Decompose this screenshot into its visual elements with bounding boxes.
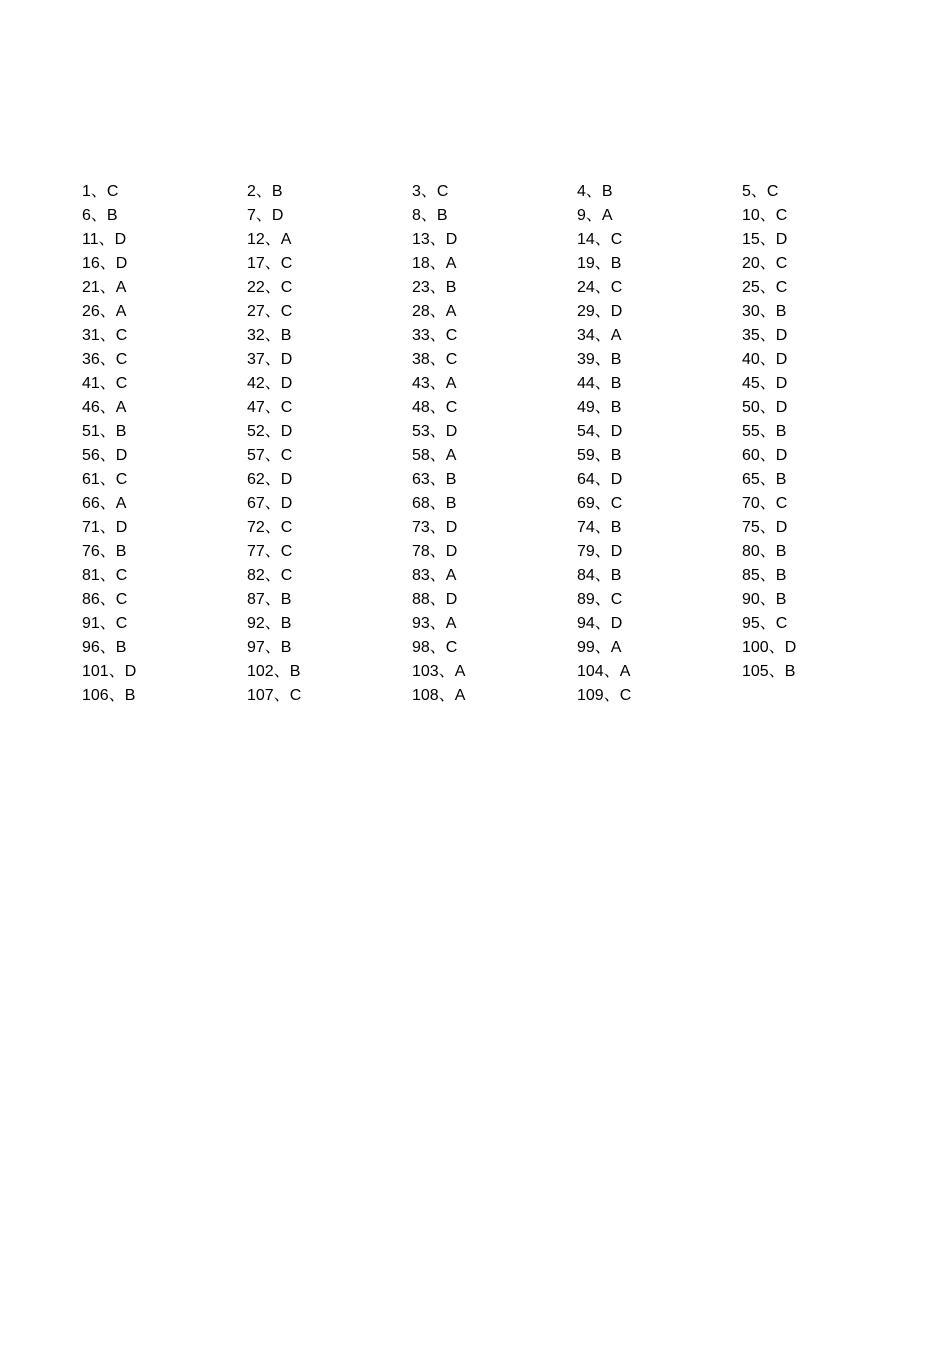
answer-item: 96、B (82, 639, 127, 656)
answer-item: 68、B (412, 495, 457, 512)
answer-item: 9、A (577, 207, 613, 224)
answer-item: 14、C (577, 231, 623, 248)
answer-item: 91、C (82, 615, 128, 632)
answer-item: 76、B (82, 543, 127, 560)
answer-item: 103、A (412, 663, 466, 680)
answer-item: 30、B (742, 303, 787, 320)
answer-item: 88、D (412, 591, 458, 608)
answer-item: 28、A (412, 303, 457, 320)
answer-item: 7、D (247, 207, 284, 224)
answer-item: 46、A (82, 399, 127, 416)
answer-item: 15、D (742, 231, 788, 248)
answer-item: 10、C (742, 207, 788, 224)
answer-item: 50、D (742, 399, 788, 416)
answer-item: 55、B (742, 423, 787, 440)
answer-item: 3、C (412, 183, 449, 200)
answer-item: 12、A (247, 231, 292, 248)
answer-item: 69、C (577, 495, 623, 512)
answer-item: 5、C (742, 183, 779, 200)
answer-item: 85、B (742, 567, 787, 584)
answer-item: 48、C (412, 399, 458, 416)
answer-item: 44、B (577, 375, 622, 392)
answer-item: 6、B (82, 207, 118, 224)
answer-item: 95、C (742, 615, 788, 632)
answer-item: 102、B (247, 663, 301, 680)
answer-item: 72、C (247, 519, 293, 536)
answer-item: 108、A (412, 687, 466, 704)
answer-item: 26、A (82, 303, 127, 320)
answer-item: 87、B (247, 591, 292, 608)
answer-item: 73、D (412, 519, 458, 536)
answer-item: 77、C (247, 543, 293, 560)
answer-item: 22、C (247, 279, 293, 296)
answer-item: 43、A (412, 375, 457, 392)
answer-item: 75、D (742, 519, 788, 536)
answer-item: 34、A (577, 327, 622, 344)
answer-item: 39、B (577, 351, 622, 368)
answer-item: 29、D (577, 303, 623, 320)
answer-item: 56、D (82, 447, 128, 464)
answer-item: 104、A (577, 663, 631, 680)
answer-item: 93、A (412, 615, 457, 632)
answer-item: 47、C (247, 399, 293, 416)
answer-item: 79、D (577, 543, 623, 560)
answer-item: 84、B (577, 567, 622, 584)
answer-item: 17、C (247, 255, 293, 272)
answer-item: 59、B (577, 447, 622, 464)
answer-item: 99、A (577, 639, 622, 656)
answer-item: 40、D (742, 351, 788, 368)
answer-item: 61、C (82, 471, 128, 488)
answer-item: 24、C (577, 279, 623, 296)
answer-item: 107、C (247, 687, 302, 704)
answer-item: 4、B (577, 183, 613, 200)
answer-item: 82、C (247, 567, 293, 584)
answer-item: 41、C (82, 375, 128, 392)
answer-item: 81、C (82, 567, 128, 584)
answer-item: 57、C (247, 447, 293, 464)
answer-item: 42、D (247, 375, 293, 392)
answer-item: 80、B (742, 543, 787, 560)
answer-item: 18、A (412, 255, 457, 272)
answer-item: 54、D (577, 423, 623, 440)
answer-item: 98、C (412, 639, 458, 656)
answer-item: 74、B (577, 519, 622, 536)
answer-item: 52、D (247, 423, 293, 440)
answer-item: 31、C (82, 327, 128, 344)
answer-item: 67、D (247, 495, 293, 512)
answer-item: 13、D (412, 231, 458, 248)
answer-item: 32、B (247, 327, 292, 344)
answer-item: 86、C (82, 591, 128, 608)
answer-item: 27、C (247, 303, 293, 320)
answer-item: 65、B (742, 471, 787, 488)
answer-item: 64、D (577, 471, 623, 488)
answer-key-grid (82, 180, 907, 708)
answer-item: 19、B (577, 255, 622, 272)
answer-item: 109、C (577, 687, 632, 704)
answer-item: 97、B (247, 639, 292, 656)
answer-item: 36、C (82, 351, 128, 368)
answer-item: 60、D (742, 447, 788, 464)
answer-item: 100、D (742, 639, 797, 656)
answer-item: 94、D (577, 615, 623, 632)
answer-item: 66、A (82, 495, 127, 512)
answer-item: 11、D (82, 231, 127, 248)
answer-item: 16、D (82, 255, 128, 272)
answer-item: 38、C (412, 351, 458, 368)
answer-item: 90、B (742, 591, 787, 608)
answer-item: 58、A (412, 447, 457, 464)
answer-item: 1、C (82, 183, 119, 200)
answer-item: 51、B (82, 423, 127, 440)
answer-item: 78、D (412, 543, 458, 560)
answer-item: 53、D (412, 423, 458, 440)
answer-item: 8、B (412, 207, 448, 224)
answer-item: 37、D (247, 351, 293, 368)
answer-item: 70、C (742, 495, 788, 512)
answer-item: 21、A (82, 279, 127, 296)
answer-item: 106、B (82, 687, 136, 704)
answer-item: 63、B (412, 471, 457, 488)
answer-item: 20、C (742, 255, 788, 272)
answer-item: 83、A (412, 567, 457, 584)
answer-item: 49、B (577, 399, 622, 416)
answer-item: 101、D (82, 663, 137, 680)
answer-item: 71、D (82, 519, 128, 536)
answer-item: 33、C (412, 327, 458, 344)
answer-item: 92、B (247, 615, 292, 632)
answer-item: 105、B (742, 663, 796, 680)
answer-item: 89、C (577, 591, 623, 608)
answer-item: 23、B (412, 279, 457, 296)
answer-item: 25、C (742, 279, 788, 296)
answer-item: 2、B (247, 183, 283, 200)
answer-item: 45、D (742, 375, 788, 392)
answer-item: 35、D (742, 327, 788, 344)
answer-item: 62、D (247, 471, 293, 488)
